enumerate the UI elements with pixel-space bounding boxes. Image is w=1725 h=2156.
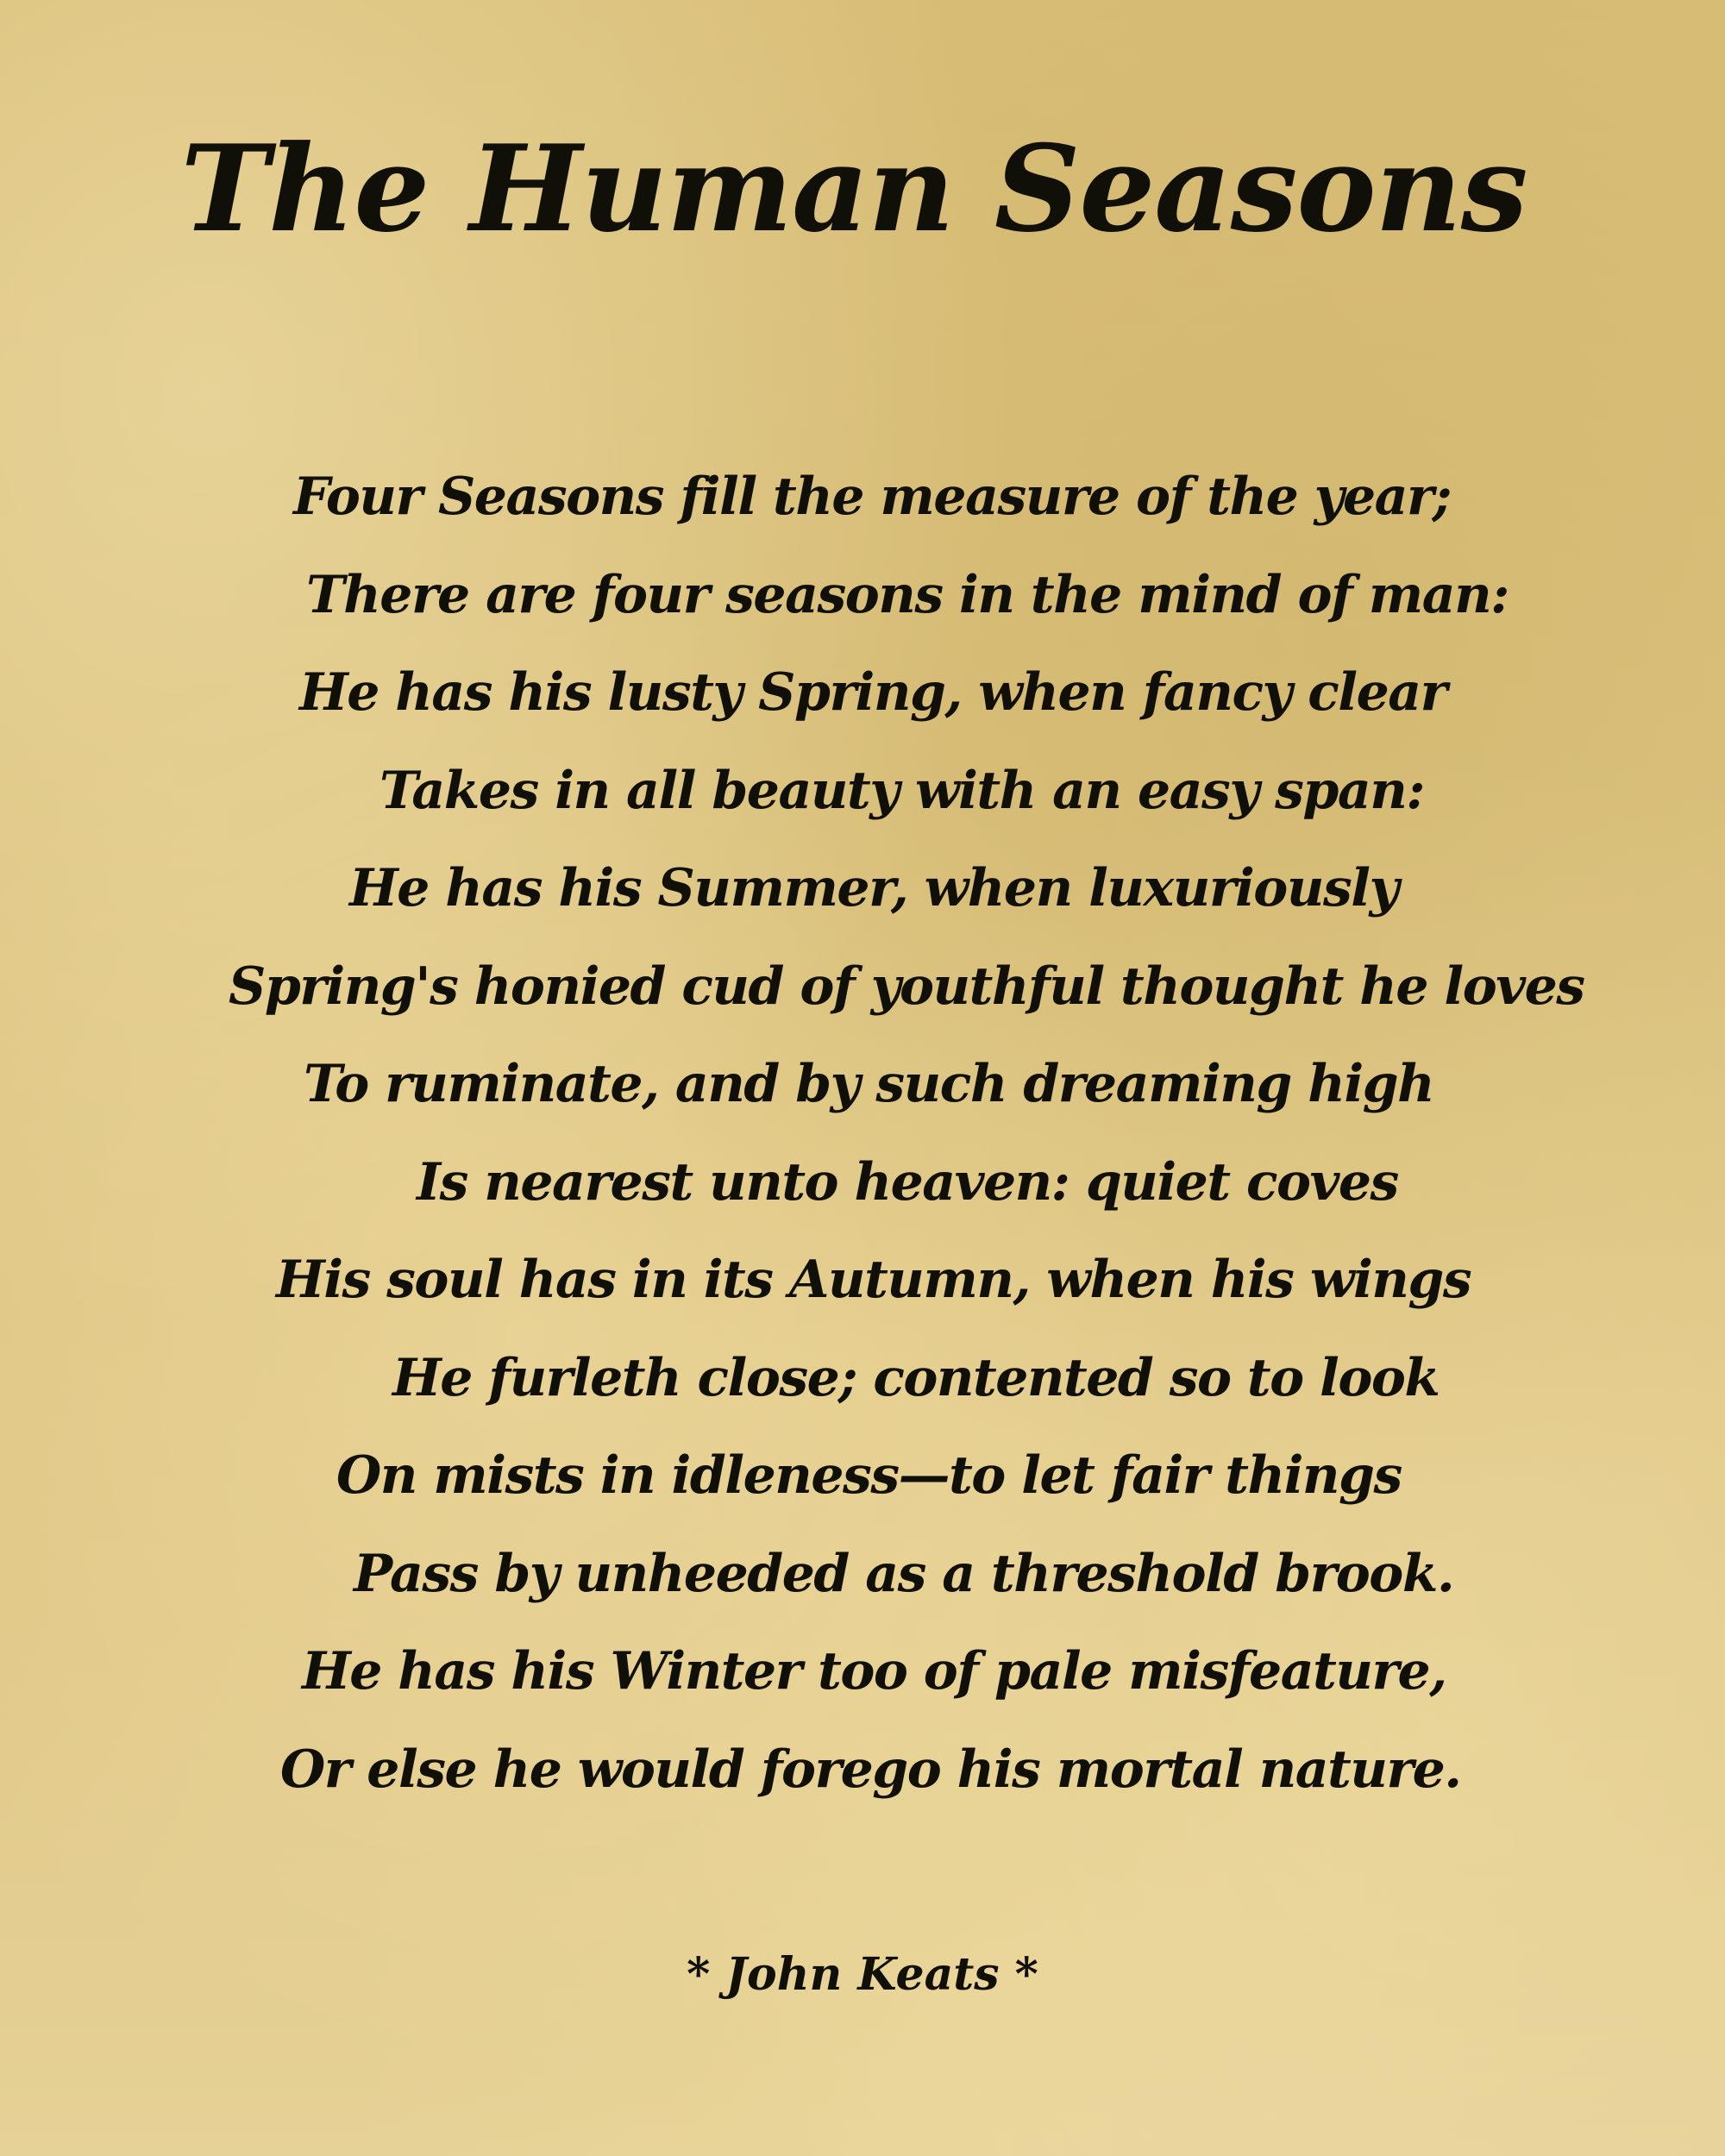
poem-line: He has his lusty Spring, when fancy clear [299,662,1446,723]
poem-line: He has his Winter too of pale misfeature, [302,1641,1446,1702]
poem-line: There are four seasons in the mind of man: [306,564,1509,625]
poem-body [0,462,1725,1833]
poem-line: Takes in all beauty with an easy span: [380,760,1424,821]
poem-line: He furleth close; contented so to look [392,1347,1440,1408]
poem-line: On mists in idleness—to let fair things [336,1445,1402,1506]
poem-line: He has his Summer, when luxuriously [349,858,1398,918]
poem-line: Pass by unheeded as a threshold brook. [354,1543,1454,1604]
poem-title: The Human Seasons [180,118,1527,259]
poem-line: His soul has in its Autumn, when his wings [276,1250,1471,1310]
poem-line: Four Seasons fill the measure of the year; [293,467,1451,527]
author-attribution: * John Keats * [687,1948,1038,2001]
poem-line: To ruminate, and by such dreaming high [304,1054,1434,1114]
poem-line: Is nearest unto heaven: quiet coves [417,1151,1398,1213]
poem-line: Spring's honied cud of youthful thought he loves [229,956,1584,1017]
poem-line: Or else he would forego his mortal nature. [280,1739,1461,1800]
